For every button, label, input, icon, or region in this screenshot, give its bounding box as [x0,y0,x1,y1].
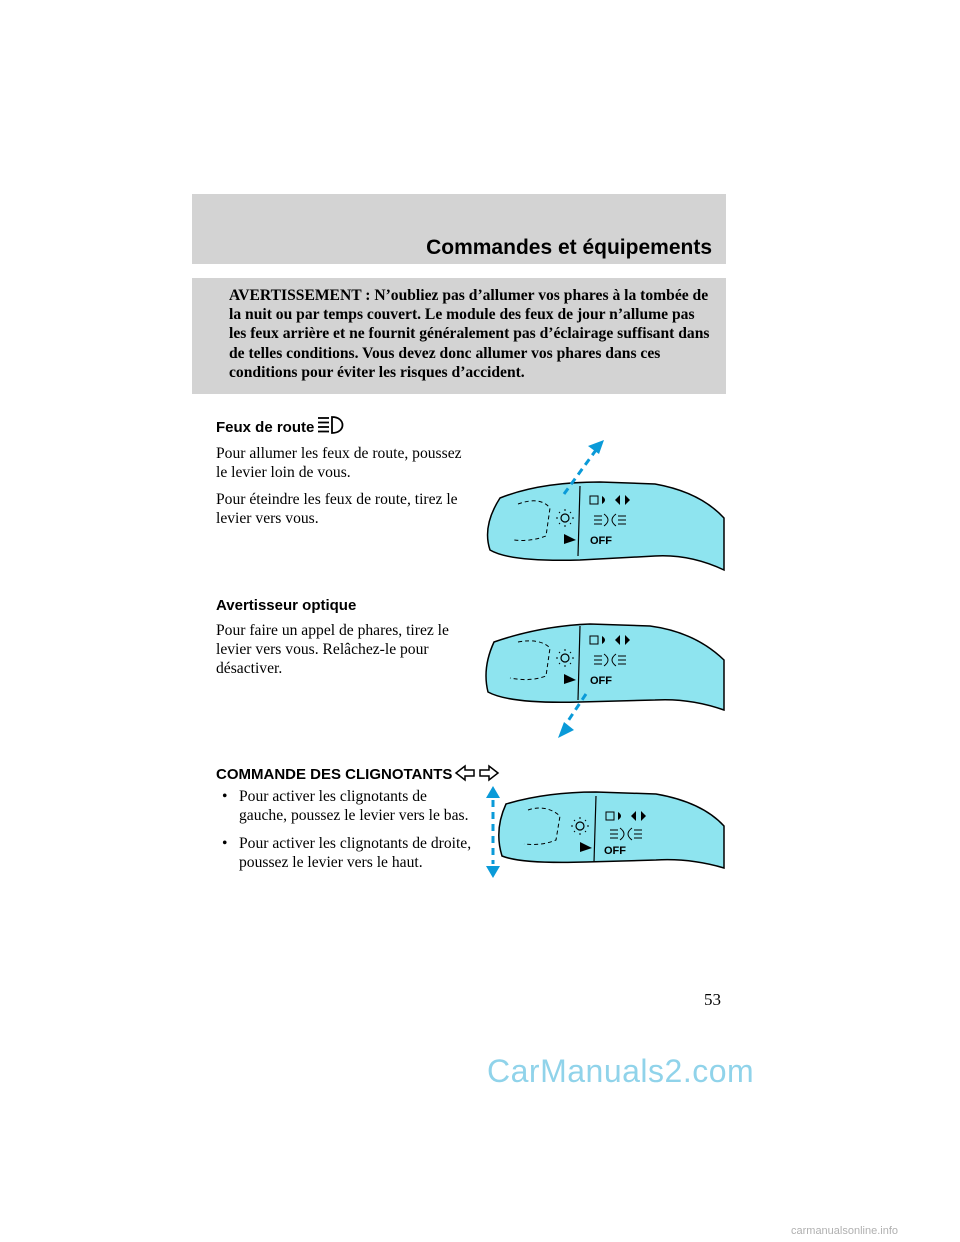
high-beam-para-off: Pour éteindre les feux de route, tirez le levier vers vous. [216,491,458,527]
list-item [222,787,472,825]
high-beam-title: Feux de route [216,419,315,436]
flash-para: Pour faire un appel de phares, tirez le levier vers vous. Relâchez-le pour désactiver. [216,622,449,677]
turn-signal-list [222,787,472,881]
turn-signal-heading [216,764,500,783]
high-beam-icon [316,415,350,435]
lever-off-label: OFF [590,535,612,547]
list-item [222,834,472,872]
page-title: Commandes et équipements [426,236,712,259]
lever-diagram-turn-signal [476,782,730,882]
flash-heading: Avertisseur optique [216,597,357,614]
bullet-glyph: • [222,788,228,805]
lever-diagram-flash [480,604,730,744]
footer-link[interactable]: carmanualsonline.info [791,1225,899,1237]
turn-signal-title: COMMANDE DES CLIGNOTANTS [216,766,453,783]
warning-box [192,278,726,394]
watermark[interactable]: CarManuals2.com [487,1053,755,1089]
high-beam-heading [216,415,350,436]
bullet-text: Pour activer les clignotants de droite, poussez le levier vers le haut. [239,835,472,871]
header-band [192,194,726,264]
high-beam-para-on: Pour allumer les feux de route, poussez le levier loin de vous. [216,445,462,481]
bullet-glyph: • [222,835,228,852]
lever-off-label: OFF [590,675,612,687]
warning-text: AVERTISSEMENT : N’oubliez pas d’allumer vos phares à la tombée de la nuit ou par temps couvert. Le module des feux de jour n’allume pas les feux arrière et ne fournit généralement pas d’éclairage suffisant dans de telles conditions. Vous devez donc allumer vos phares dans ces conditions pour éviter les risques d’accident. [229,287,710,381]
bullet-text: Pour activer les clignotants de gauche, poussez le levier vers le bas. [239,788,469,824]
turn-signal-arrows-icon [454,764,500,782]
page-number: 53 [704,990,721,1009]
lever-diagram-high-beam [480,436,730,586]
lever-off-label: OFF [604,845,626,857]
